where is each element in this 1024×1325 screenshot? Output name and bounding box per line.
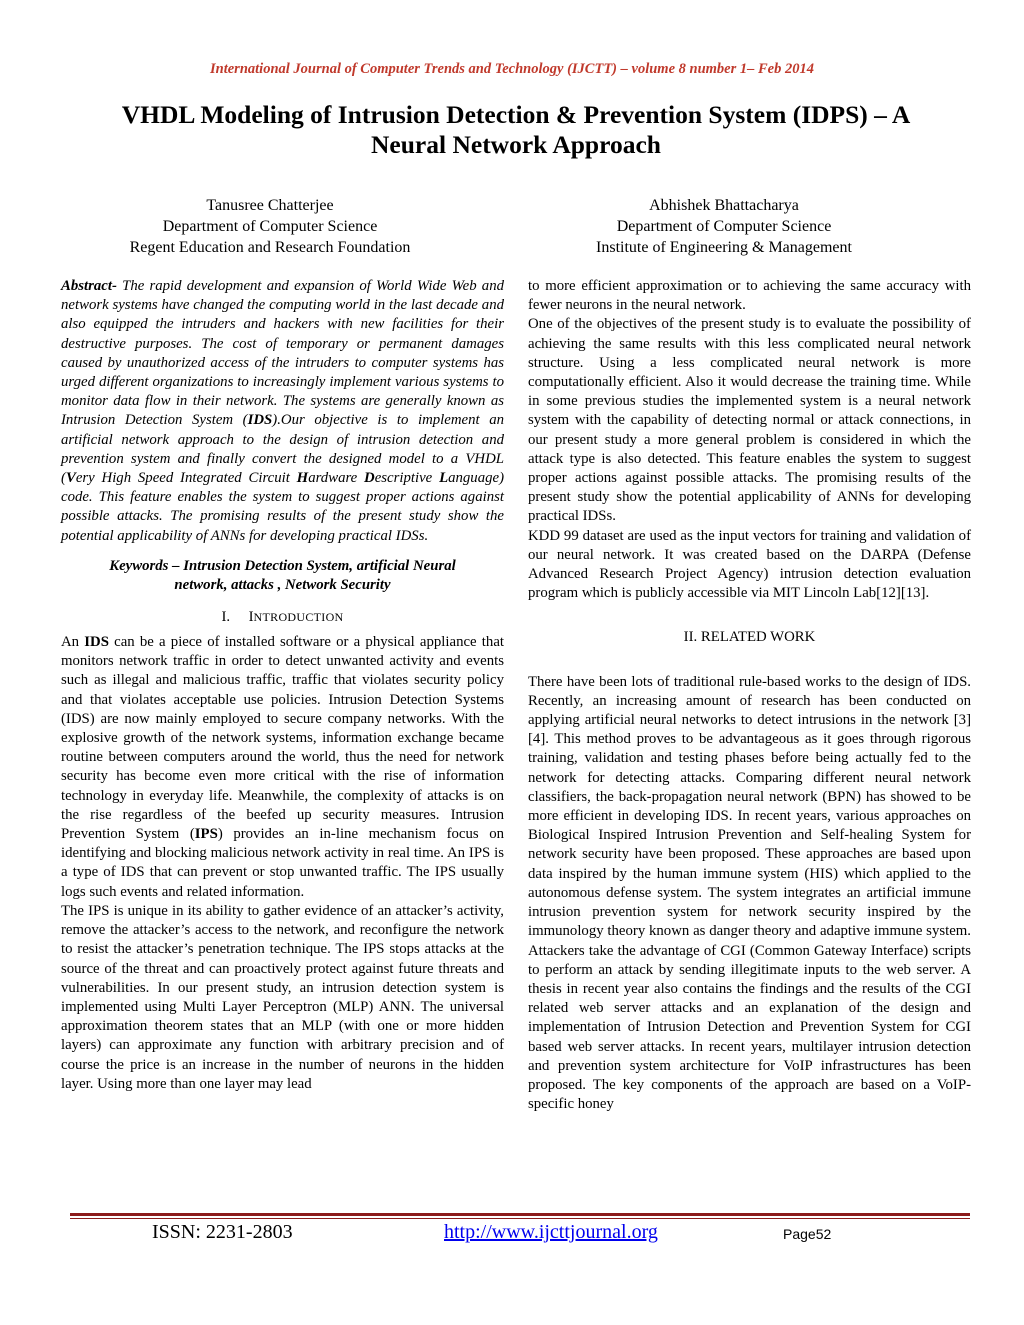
right-paragraph-1: to more efficient approximation or to achieving the same accuracy with fewer neurons in the neural network. [528, 278, 971, 314]
paper-title [60, 100, 972, 160]
abstract-bold-letter: V [65, 470, 76, 487]
intro-bold-ips: IPS [194, 826, 218, 843]
intro-paragraph-1 [61, 633, 504, 902]
right-paragraph-3: KDD 99 dataset are used as the input vectors for training and validation of our neural network. It was created based on the DARPA (Defense Advanced Research Project Agency) intrusion detection evaluation program which is publicly accessible via MIT Lincoln Lab[12][13]. [528, 527, 971, 602]
keywords [61, 557, 504, 595]
abstract-bold-letter: L [439, 470, 449, 487]
abstract-paragraph [61, 277, 504, 546]
footer-rule-thick [70, 1213, 970, 1216]
author-organization: Regent Education and Research Foundation [129, 239, 411, 256]
abstract-text: escriptive [374, 470, 440, 487]
author-organization: Institute of Engineering & Management [596, 239, 852, 256]
abstract-text: ).Our objective is to implement an artificial network approach to the design of intrusion detection and prevention system and finally convert the designed model to a VHDL ( [61, 412, 504, 487]
title-line-1: VHDL Modeling of Intrusion Detection & Prevention System (IDPS) – A [121, 100, 911, 129]
author-department: Department of Computer Science [616, 218, 832, 235]
related-work-paragraph: There have been lots of traditional rule-based works to the design of IDS. Recently, an increasing amount of research has been conducted on applying artificial neural networks to detect intrusions in the network [3] [4]. This method proves to be advantageous as it goes through rigorous training, validation and testing phases before being actually fed to the network for detecting attacks. Comparing different neural network classifiers, the back-propagation neural network (BPN) has showed to be more efficient in developing IDS. In recent years, various approaches on Biological Inspired Intrusion Prevention and Self-healing System for network security have been proposed. These approaches are based upon data inspired by the human immune system (HIS) which applied to the autonomous defense system. The system integrates an artificial immune intrusion prevention system for network security inspired by the immunology theory known as danger theory and adaptive immune system. Attackers take the advantage of CGI (Common Gateway Interface) scripts to perform an attack by sending illegitimate inputs to the web server. A thesis in recent year also contains the findings and the results of the CGI related web server attacks and an explanation of the design and implementation of Intrusion Detection and Prevention System for CGI based web server attacks. In recent years, multilayer intrusion detection and prevention system architecture for VoIP infrastructures has been proposed. The key components of the approach are based on a VoIP-specific honey [528, 673, 971, 1113]
abstract-text: ery High Speed Integrated Circuit [75, 470, 297, 487]
abstract-text: anguage) code. This feature enables the system to suggest proper actions against possible attacks. The promising results of the present study show the potential applicability of ANNs for developing practical IDSs. [61, 470, 504, 544]
abstract-bold-ids: IDS [247, 412, 273, 429]
journal-header: International Journal of Computer Trends and Technology (IJCTT) – volume 8 number 1– Feb 2014 [210, 61, 814, 77]
intro-text: ) provides an in-line mechanism focus on identifying and blocking malicious network activity in real time. An IPS is a type of IDS that can prevent or stop unwanted traffic. The IPS usually logs such events and related information. [61, 826, 504, 900]
abstract-text: ardware [308, 470, 365, 487]
intro-text: can be a piece of installed software or a physical appliance that monitors network traffic in order to detect unwanted activity and events such as illegal and malicious traffic, traffic that violates security policy and that violates acceptable use policies. Intrusion Detection Systems (IDS) are now mainly employed to secure company networks. With the explosive growth of the network systems, information exchange became routine between computers around the world, thus the need for network security has become even more critical with the rise of information technology in everyday life. Meanwhile, the complexity of attacks is on the rise regardless of the beefed up security measures. Intrusion Prevention System ( [61, 634, 504, 843]
issn: ISSN: 2231-2803 [152, 1221, 293, 1243]
section-title-initial: I [248, 608, 254, 625]
abstract-text: The rapid development and expansion of World Wide Web and network systems have changed the computing world in the last decade and also equipped the intruders and hackers with new facilities for their destructive purposes. The cost of temporary or permanent damages caused by unauthorized access of the intruders to computer systems has urged different organizations to increasingly implement various systems to monitor data flow in their network. The systems are generally known as Intrusion Detection System ( [61, 278, 504, 429]
abstract-bold-letter: D [364, 470, 375, 487]
section-heading-introduction [61, 608, 504, 627]
page-number: Page52 [783, 1226, 832, 1242]
author-department: Department of Computer Science [162, 218, 378, 235]
right-column [528, 277, 971, 1114]
abstract-label: Abstract- [61, 278, 117, 294]
intro-bold-ids: IDS [84, 634, 109, 651]
left-column [61, 277, 504, 1094]
keywords-line-2: network, attacks , Network Security [174, 576, 391, 593]
section-title-rest: NTRODUCTION [253, 609, 344, 624]
abstract-bold-letter: H [296, 470, 309, 487]
intro-paragraph-2: The IPS is unique in its ability to gather evidence of an attacker’s activity, remove the attacker’s access to the network, and reconfigure the network to resist the attacker’s penetration technique. The IPS stops attacks at the source of the threat and can proactively protect against future threats and vulnerabilities. In our present study, an intrusion detection system is implemented using Multi Layer Perceptron (MLP) ANN. The universal approximation theorem states that an MLP (with one or more hidden layers) can approximate any function with arbitrary precision and of course the price is an increase in the number of neurons in the hidden layer. Using more than one layer may lead [61, 902, 504, 1092]
section-heading-related-work: II. RELATED WORK [683, 629, 816, 646]
author-block-1 [50, 195, 490, 258]
keywords-line-1: Keywords – Intrusion Detection System, artificial Neural [109, 557, 456, 574]
intro-text: An [61, 634, 85, 651]
right-paragraph-2: One of the objectives of the present study is to evaluate the possibility of achieving the same results with this less complicated neural network structure. Using a less complicated neural network is more computationally efficient. Also it would decrease the training time. While in some previous studies the implemented system is a neural network system with the capability of detecting normal or attack connections, in our present study a more general problem is considered in which the attack type is also detected. This feature enables the system to suggest proper actions against possible attacks. The promising results of the present study show the potential applicability of ANNs for developing practical IDSs. [528, 316, 971, 525]
footer-rule-thin [70, 1218, 970, 1219]
author-name: Tanusree Chatterjee [206, 197, 334, 214]
author-block-2 [504, 195, 944, 258]
journal-url-link[interactable]: http://www.ijcttjournal.org [444, 1221, 658, 1243]
title-line-2: Neural Network Approach [371, 130, 661, 159]
section-number: I. [221, 608, 231, 625]
author-name: Abhishek Bhattacharya [649, 197, 799, 214]
